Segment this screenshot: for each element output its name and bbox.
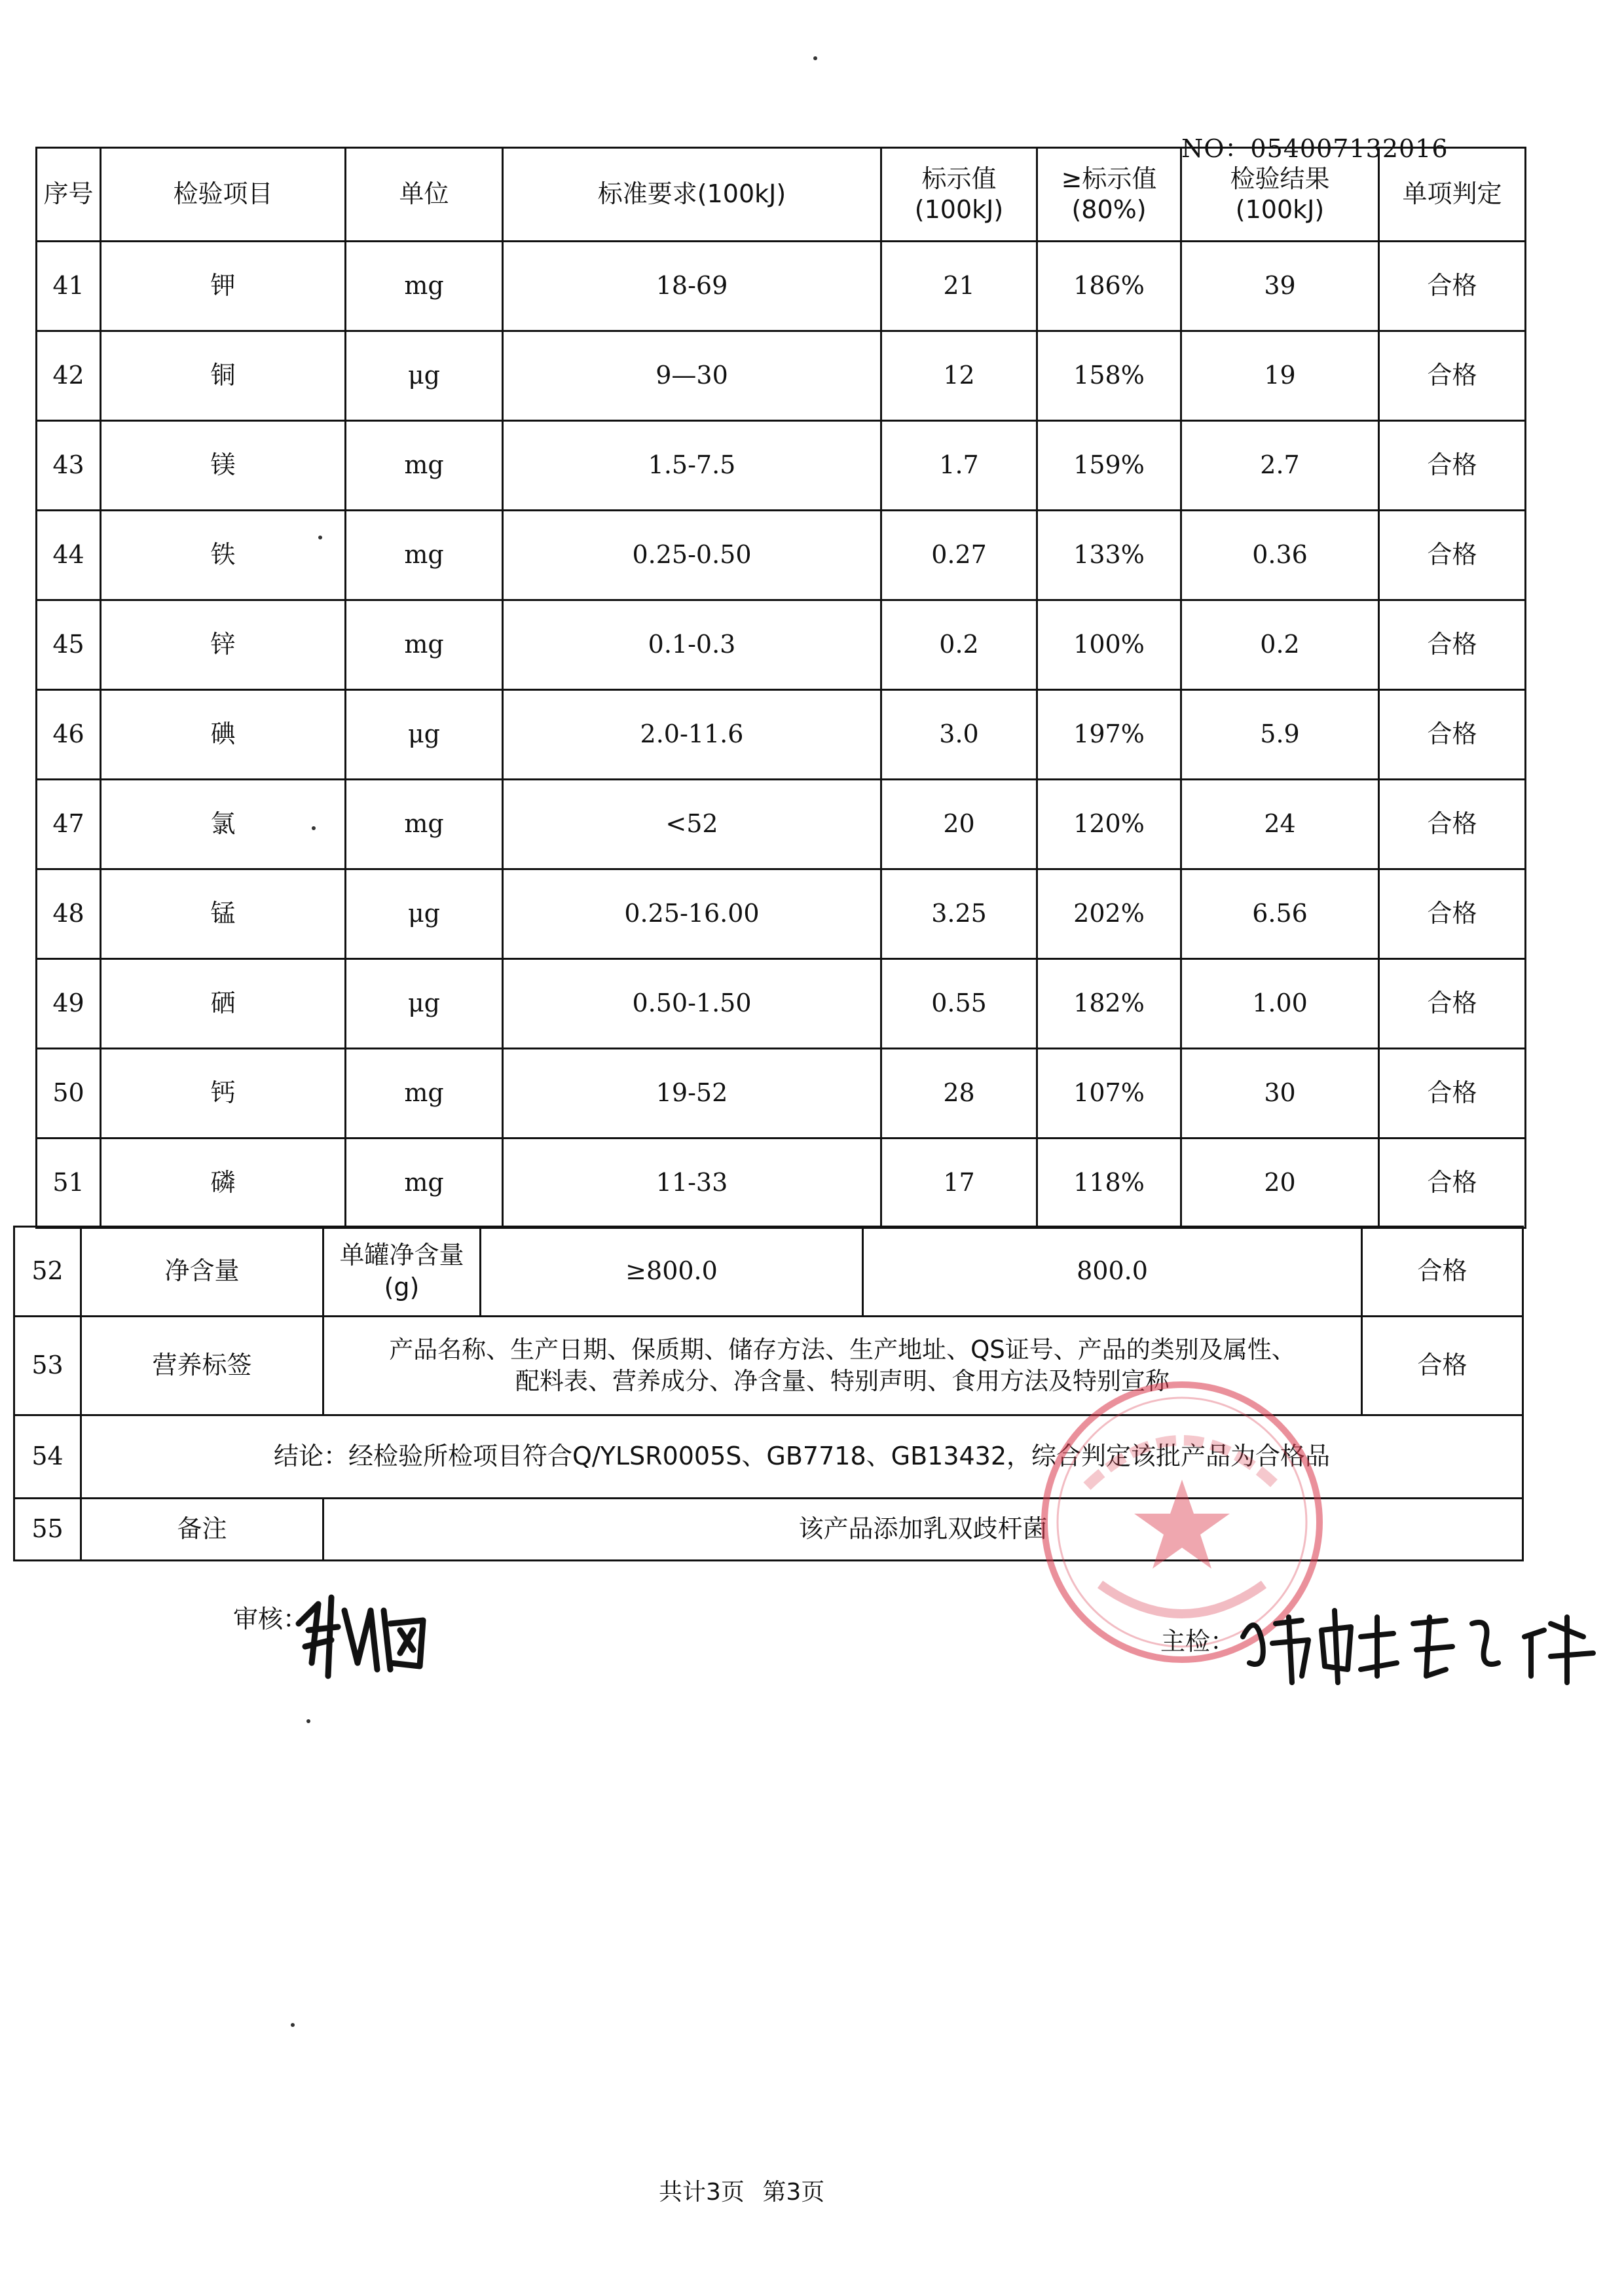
cell-standard: ≥800.0	[481, 1227, 863, 1317]
header-label-value: 标示值 (100kJ)	[881, 148, 1037, 242]
cell-item: 净含量	[81, 1227, 323, 1317]
header-result: 检验结果 (100kJ)	[1181, 148, 1379, 242]
cell-verdict: 合格	[1379, 242, 1526, 331]
scan-speck	[306, 1719, 310, 1723]
cell-ratio: 120%	[1037, 780, 1181, 869]
cell-item: 钾	[101, 242, 346, 331]
cell-result: 24	[1181, 780, 1379, 869]
table-row	[37, 780, 1526, 869]
cell-standard: 0.1-0.3	[503, 600, 881, 690]
cell-standard: 0.50-1.50	[503, 959, 881, 1049]
cell-item: 硒	[101, 959, 346, 1049]
net-content-row	[14, 1227, 1523, 1317]
inspector-signature	[1236, 1597, 1603, 1689]
cell-unit: μg	[346, 869, 503, 959]
cell-seq: 41	[37, 242, 101, 331]
cell-result: 1.00	[1181, 959, 1379, 1049]
cell-ratio: 133%	[1037, 511, 1181, 600]
cell-unit: μg	[346, 331, 503, 421]
table-row	[37, 600, 1526, 690]
table-row	[37, 690, 1526, 780]
cell-result: 39	[1181, 242, 1379, 331]
cell-standard: 0.25-16.00	[503, 869, 881, 959]
table-header-row	[37, 148, 1526, 242]
cell-unit: mg	[346, 511, 503, 600]
cell-seq: 55	[14, 1499, 81, 1561]
cell-label-value: 1.7	[881, 421, 1037, 511]
cell-seq: 46	[37, 690, 101, 780]
cell-standard: 11-33	[503, 1139, 881, 1228]
cell-seq: 52	[14, 1227, 81, 1317]
cell-verdict: 合格	[1379, 959, 1526, 1049]
cell-ratio: 100%	[1037, 600, 1181, 690]
cell-unit: μg	[346, 690, 503, 780]
cell-label-value: 28	[881, 1049, 1037, 1139]
cell-standard: 18-69	[503, 242, 881, 331]
table-row	[37, 331, 1526, 421]
table-row	[37, 959, 1526, 1049]
cell-item: 碘	[101, 690, 346, 780]
table-row	[37, 1139, 1526, 1228]
cell-unit: mg	[346, 780, 503, 869]
header-verdict: 单项判定	[1379, 148, 1526, 242]
cell-label-value: 17	[881, 1139, 1037, 1228]
reviewer-signature	[292, 1584, 443, 1683]
cell-unit: mg	[346, 1049, 503, 1139]
cell-seq: 54	[14, 1415, 81, 1499]
table-row	[37, 421, 1526, 511]
cell-standard: 2.0-11.6	[503, 690, 881, 780]
cell-result: 800.0	[863, 1227, 1362, 1317]
cell-result: 19	[1181, 331, 1379, 421]
cell-verdict: 合格	[1379, 600, 1526, 690]
table-row	[37, 869, 1526, 959]
cell-result: 5.9	[1181, 690, 1379, 780]
nutrition-label-text: 产品名称、生产日期、保质期、储存方法、生产地址、QS证号、产品的类别及属性、 配料表、营养成分、净含量、特别声明、食用方法及特别宣称	[323, 1317, 1362, 1415]
cell-item: 营养标签	[81, 1317, 323, 1415]
cell-result: 20	[1181, 1139, 1379, 1228]
cell-unit: mg	[346, 1139, 503, 1228]
cell-label-value: 12	[881, 331, 1037, 421]
cell-result: 30	[1181, 1049, 1379, 1139]
cell-ratio: 159%	[1037, 421, 1181, 511]
cell-verdict: 合格	[1362, 1317, 1523, 1415]
cell-verdict: 合格	[1362, 1227, 1523, 1317]
cell-label-value: 0.55	[881, 959, 1037, 1049]
cell-seq: 53	[14, 1317, 81, 1415]
cell-item: 磷	[101, 1139, 346, 1228]
cell-seq: 51	[37, 1139, 101, 1228]
cell-verdict: 合格	[1379, 1049, 1526, 1139]
cell-result: 0.2	[1181, 600, 1379, 690]
cell-item: 氯	[101, 780, 346, 869]
cell-ratio: 197%	[1037, 690, 1181, 780]
scan-speck	[291, 2023, 295, 2027]
cell-result: 2.7	[1181, 421, 1379, 511]
table-row	[37, 511, 1526, 600]
cell-verdict: 合格	[1379, 511, 1526, 600]
table-row	[37, 1049, 1526, 1139]
inspection-table	[35, 147, 1526, 1229]
cell-seq: 43	[37, 421, 101, 511]
scan-speck	[312, 826, 316, 830]
cell-standard: 9—30	[503, 331, 881, 421]
cell-ratio: 158%	[1037, 331, 1181, 421]
cell-standard: 19-52	[503, 1049, 881, 1139]
cell-standard: 1.5-7.5	[503, 421, 881, 511]
page-footer: 共计3页 第3页	[659, 2179, 825, 2206]
cell-seq: 45	[37, 600, 101, 690]
header-seq: 序号	[37, 148, 101, 242]
inspector-label: 主检：	[1160, 1627, 1236, 1656]
cell-verdict: 合格	[1379, 690, 1526, 780]
header-standard: 标准要求(100kJ)	[503, 148, 881, 242]
cell-label-value: 20	[881, 780, 1037, 869]
scan-speck	[813, 56, 817, 60]
cell-ratio: 182%	[1037, 959, 1181, 1049]
cell-item: 铜	[101, 331, 346, 421]
cell-ratio: 107%	[1037, 1049, 1181, 1139]
cell-label-value: 0.2	[881, 600, 1037, 690]
cell-standard: <52	[503, 780, 881, 869]
cell-unit: mg	[346, 600, 503, 690]
cell-unit: 单罐净含量 (g)	[323, 1227, 481, 1317]
cell-seq: 44	[37, 511, 101, 600]
cell-seq: 50	[37, 1049, 101, 1139]
cell-verdict: 合格	[1379, 331, 1526, 421]
cell-seq: 47	[37, 780, 101, 869]
cell-seq: 49	[37, 959, 101, 1049]
cell-verdict: 合格	[1379, 869, 1526, 959]
cell-ratio: 202%	[1037, 869, 1181, 959]
cell-label-value: 21	[881, 242, 1037, 331]
cell-standard: 0.25-0.50	[503, 511, 881, 600]
cell-ratio: 118%	[1037, 1139, 1181, 1228]
scan-speck	[318, 536, 322, 539]
header-ratio: ≥标示值 (80%)	[1037, 148, 1181, 242]
cell-label-value: 0.27	[881, 511, 1037, 600]
header-unit: 单位	[346, 148, 503, 242]
cell-label-value: 3.0	[881, 690, 1037, 780]
report-number: NO：054007132016	[1181, 134, 1449, 163]
cell-unit: mg	[346, 242, 503, 331]
cell-unit: μg	[346, 959, 503, 1049]
cell-seq: 48	[37, 869, 101, 959]
header-item: 检验项目	[101, 148, 346, 242]
cell-item: 镁	[101, 421, 346, 511]
conclusion-text: 结论：经检验所检项目符合Q/YLSR0005S、GB7718、GB13432，综合判定该批产品为合格品	[81, 1415, 1523, 1499]
cell-verdict: 合格	[1379, 1139, 1526, 1228]
reviewer-label: 审核：	[233, 1605, 308, 1633]
cell-label-value: 3.25	[881, 869, 1037, 959]
cell-item: 铁	[101, 511, 346, 600]
cell-item: 锰	[101, 869, 346, 959]
cell-result: 6.56	[1181, 869, 1379, 959]
table-row	[37, 242, 1526, 331]
cell-item: 钙	[101, 1049, 346, 1139]
remarks-label: 备注	[81, 1499, 323, 1561]
cell-seq: 42	[37, 331, 101, 421]
cell-unit: mg	[346, 421, 503, 511]
cell-verdict: 合格	[1379, 421, 1526, 511]
cell-result: 0.36	[1181, 511, 1379, 600]
cell-verdict: 合格	[1379, 780, 1526, 869]
cell-ratio: 186%	[1037, 242, 1181, 331]
cell-item: 锌	[101, 600, 346, 690]
remarks-text: 该产品添加乳双歧杆菌	[323, 1499, 1523, 1561]
